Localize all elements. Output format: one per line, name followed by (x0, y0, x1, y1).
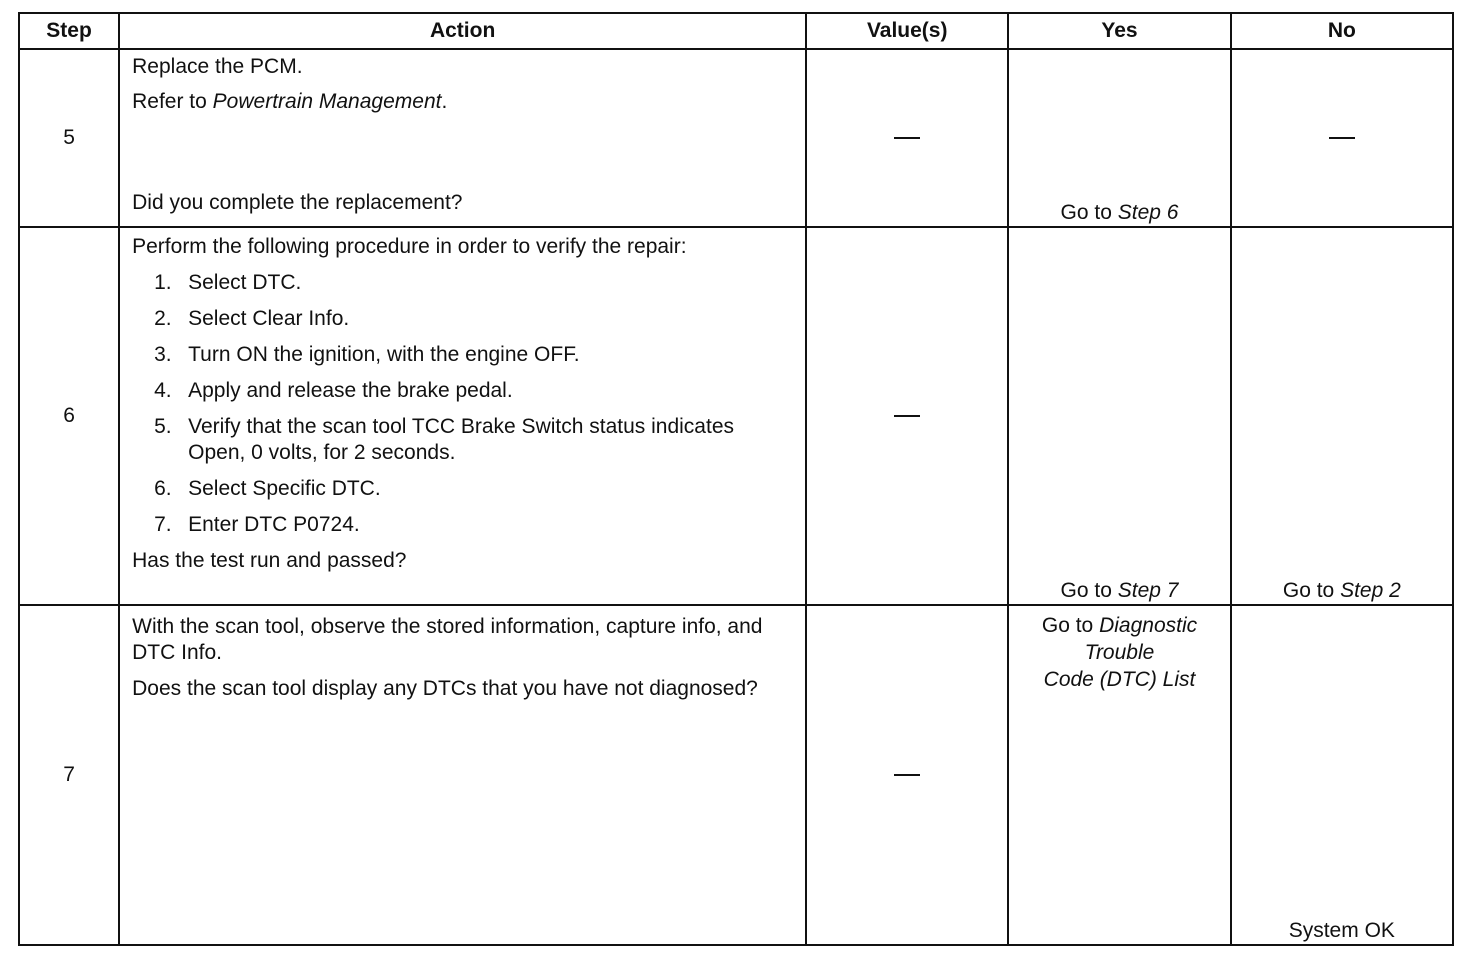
action-text: With the scan tool, observe the stored information, capture info, and DTC Info. (132, 615, 763, 664)
step-link[interactable]: Step 7 (1117, 579, 1179, 602)
dash-icon (894, 137, 920, 139)
step-link[interactable]: Step 2 (1340, 579, 1401, 602)
list-item: 1. Select DTC. (154, 271, 302, 294)
diagnostic-table (18, 12, 1454, 946)
step-number: 7 (19, 605, 119, 945)
action-question: Does the scan tool display any DTCs that you have not diagnosed? (132, 677, 758, 700)
header-action: Action (119, 13, 806, 49)
reference-link[interactable]: Powertrain Management (212, 90, 442, 113)
header-row (19, 13, 1453, 49)
list-item: 5. Verify that the scan tool TCC Brake Switch status indicates Open, 0 volts, for 2 seconds. (154, 415, 734, 464)
list-item: 7. Enter DTC P0724. (154, 513, 360, 536)
action-intro: Perform the following procedure in order to verify the repair: (132, 235, 687, 258)
step-number: 5 (19, 49, 119, 227)
action-question: Has the test run and passed? (132, 549, 407, 572)
header-no: No (1231, 13, 1453, 49)
table-row-step-6 (19, 227, 1453, 605)
list-item: 6. Select Specific DTC. (154, 477, 381, 500)
list-item: 4. Apply and release the brake pedal. (154, 379, 513, 402)
yes-cell: Go to Diagnostic Trouble Code (DTC) List (1008, 605, 1230, 945)
no-cell: Go to Step 2 (1231, 227, 1453, 605)
no-cell (1231, 49, 1453, 227)
dtc-list-link[interactable]: Diagnostic (1099, 614, 1198, 637)
value-cell (806, 227, 1008, 605)
action-cell (119, 49, 806, 227)
table-row-step-5 (19, 49, 1453, 227)
value-cell (806, 605, 1008, 945)
value-cell (806, 49, 1008, 227)
dash-icon (894, 415, 920, 417)
dtc-list-link[interactable]: Code (DTC) List (1043, 668, 1196, 691)
action-cell (119, 605, 806, 945)
header-yes: Yes (1008, 13, 1230, 49)
dtc-list-link[interactable]: Trouble (1084, 641, 1155, 664)
action-text: Replace the PCM. (132, 55, 303, 78)
action-question: Did you complete the replacement? (132, 191, 463, 214)
step-number: 6 (19, 227, 119, 605)
dash-icon (894, 774, 920, 776)
dash-icon (1329, 137, 1355, 139)
no-cell: System OK (1231, 605, 1453, 945)
yes-cell: Go to Step 6 (1008, 49, 1230, 227)
table-row-step-7 (19, 605, 1453, 945)
yes-cell: Go to Step 7 (1008, 227, 1230, 605)
list-item: 2. Select Clear Info. (154, 307, 350, 330)
header-step: Step (19, 13, 119, 49)
header-values: Value(s) (806, 13, 1008, 49)
action-cell (119, 227, 806, 605)
procedure-list (132, 270, 795, 538)
list-item: 3. Turn ON the ignition, with the engine OFF. (154, 343, 580, 366)
action-reference: Refer to Powertrain Management. (132, 90, 448, 113)
step-link[interactable]: Step 6 (1117, 201, 1179, 224)
